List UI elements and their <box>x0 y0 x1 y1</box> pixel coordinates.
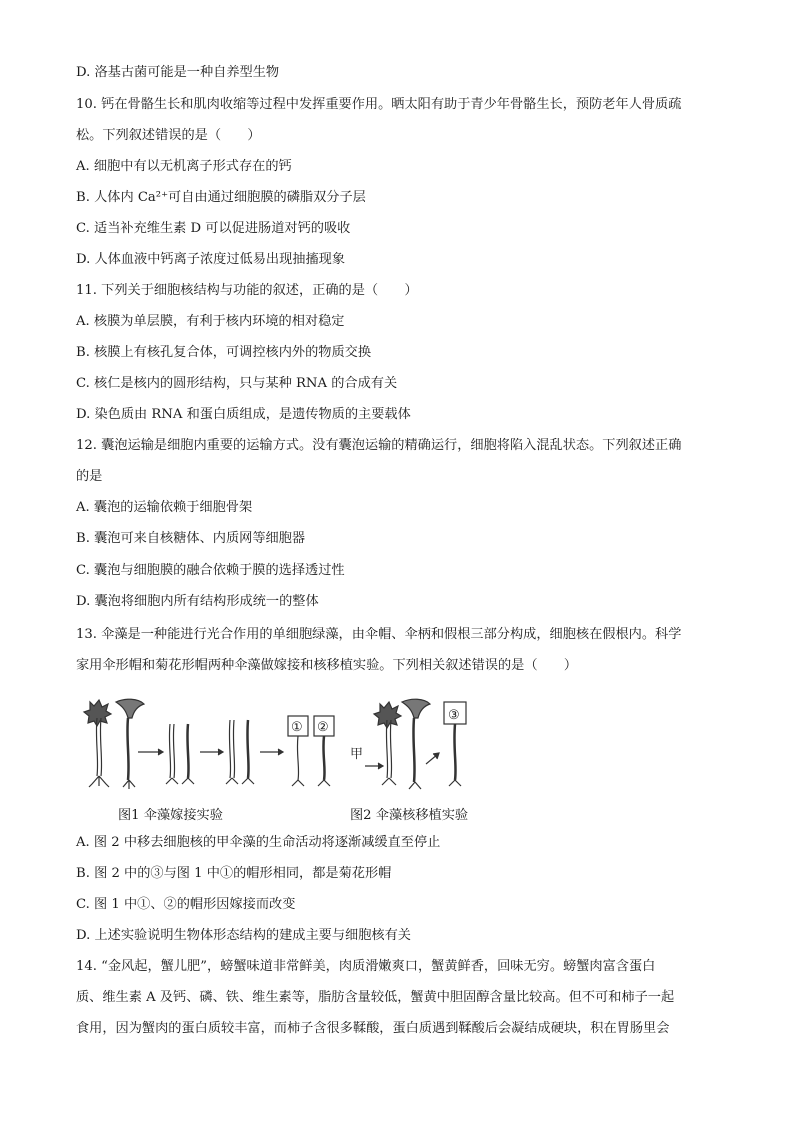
figure-label-3: ③ <box>448 708 460 723</box>
q14-stem-line3: 食用，因为蟹肉的蛋白质较丰富，而柿子含很多鞣酸，蛋白质遇到鞣酸后会凝结成硬块，积在胃肠里会 <box>76 1021 670 1036</box>
q10-option-d: D. 人体血液中钙离子浓度过低易出现抽搐现象 <box>76 252 346 267</box>
q13-option-d: D. 上述实验说明生物体形态结构的建成主要与细胞核有关 <box>76 928 411 943</box>
figure1-caption: 图1 伞藻嫁接实验 <box>118 808 223 823</box>
q12-option-a: A. 囊泡的运输依赖于细胞骨架 <box>76 500 253 515</box>
q12-stem-line2: 的是 <box>76 469 103 484</box>
option-d-q9: D. 洛基古菌可能是一种自养型生物 <box>76 65 280 80</box>
grafted-stalks-2 <box>226 720 254 784</box>
q10-stem-line1: 10. 钙在骨骼生长和肌肉收缩等过程中发挥重要作用。晒太阳有助于青少年骨骼生长，预防老年人骨质疏 <box>76 97 682 112</box>
q12-option-b: B. 囊泡可来自核糖体、内质网等细胞器 <box>76 531 306 546</box>
q13-option-a: A. 图 2 中移去细胞核的甲伞藻的生命活动将逐渐减缓直至停止 <box>76 835 441 850</box>
grafted-stalks-1 <box>166 724 194 784</box>
q14-stem-line1: 14. “金风起，蟹儿肥”，螃蟹味道非常鲜美，肉质滑嫩爽口，蟹黄鲜香，回味无穷。螃蟹肉富含蛋白 <box>76 959 656 974</box>
q11-stem: 11. 下列关于细胞核结构与功能的叙述，正确的是（ ） <box>76 283 418 298</box>
q13-stem-line1: 13. 伞藻是一种能进行光合作用的单细胞绿藻，由伞帽、伞柄和假根三部分构成，细胞核在假根内。科学 <box>76 627 682 642</box>
figure-label-1: ① <box>291 720 303 735</box>
q10-option-c: C. 适当补充维生素 D 可以促进肠道对钙的吸收 <box>76 221 351 236</box>
umbrella-cap-plant <box>116 699 144 789</box>
q14-stem-line2: 质、维生素 A 及钙、磷、铁、维生素等，脂肪含量较低，蟹黄中胆固醇含量比较高。但不可和柿子一起 <box>76 990 675 1005</box>
q12-option-c: C. 囊泡与细胞膜的融合依赖于膜的选择透过性 <box>76 563 345 578</box>
q11-option-c: C. 核仁是核内的圆形结构，只与某种 RNA 的合成有关 <box>76 376 398 391</box>
figure-label-jia: 甲 <box>350 747 364 762</box>
q10-stem-line2: 松。下列叙述错误的是（ ） <box>76 128 261 143</box>
q13-stem-line2: 家用伞形帽和菊花形帽两种伞藻做嫁接和核移植实验。下列相关叙述错误的是（ ） <box>76 658 578 673</box>
q11-option-d: D. 染色质由 RNA 和蛋白质组成，是遗传物质的主要载体 <box>76 407 411 422</box>
q12-stem-line1: 12. 囊泡运输是细胞内重要的运输方式。没有囊泡运输的精确运行，细胞将陷入混乱状态。下列叙述正确 <box>76 438 682 453</box>
q13-option-b: B. 图 2 中的③与图 1 中①的帽形相同，都是菊花形帽 <box>76 866 392 881</box>
q10-option-a: A. 细胞中有以无机离子形式存在的钙 <box>76 159 292 174</box>
q11-option-b: B. 核膜上有核孔复合体，可调控核内外的物质交换 <box>76 345 372 360</box>
q12-option-d: D. 囊泡将细胞内所有结构形成统一的整体 <box>76 594 319 609</box>
figure-label-2: ② <box>317 720 329 735</box>
flower-cap-plant <box>84 700 111 787</box>
figure2-caption: 图2 伞藻核移植实验 <box>350 808 469 823</box>
q10-option-b: B. 人体内 Ca²⁺可自由通过细胞膜的磷脂双分子层 <box>76 190 366 205</box>
q13-option-c: C. 图 1 中①、②的帽形因嫁接而改变 <box>76 897 296 912</box>
acetabularia-figure <box>80 694 500 804</box>
q11-option-a: A. 核膜为单层膜，有利于核内环境的相对稳定 <box>76 314 345 329</box>
